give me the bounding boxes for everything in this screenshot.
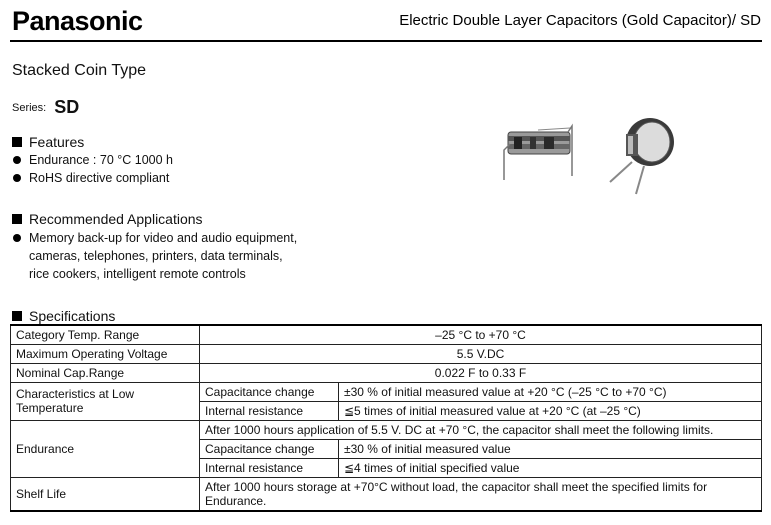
square-bullet-icon bbox=[12, 311, 22, 321]
spec-value: After 1000 hours application of 5.5 V. DC at +70 °C, the capacitor shall meet the following limits. bbox=[200, 420, 762, 439]
features-heading bbox=[12, 134, 84, 150]
spec-value: ±30 % of initial measured value at +20 °C (–25 °C to +70 °C) bbox=[339, 382, 762, 401]
spec-sublabel: Internal resistance bbox=[200, 401, 339, 420]
product-photo bbox=[500, 110, 690, 200]
spec-value: 5.5 V.DC bbox=[200, 344, 762, 363]
capacitor-side-view-icon bbox=[504, 126, 572, 180]
spec-label: Maximum Operating Voltage bbox=[11, 344, 200, 363]
series-line bbox=[12, 97, 79, 118]
series-value: SD bbox=[54, 97, 80, 117]
spec-value: ≦5 times of initial measured value at +20 °C (at –25 °C) bbox=[339, 401, 762, 420]
table-row bbox=[11, 344, 762, 363]
applications-heading-text: Recommended Applications bbox=[29, 211, 203, 227]
spec-sublabel: Internal resistance bbox=[200, 458, 339, 477]
series-label: Series: bbox=[12, 102, 47, 114]
feature-item-text: RoHS directive compliant bbox=[29, 171, 170, 185]
application-line: cameras, telephones, printers, data terminals, bbox=[29, 249, 283, 263]
table-row bbox=[11, 382, 762, 401]
document-title: Electric Double Layer Capacitors (Gold Capacitor)/ SD bbox=[399, 12, 761, 29]
capacitor-angle-view-icon bbox=[610, 118, 674, 194]
table-row bbox=[11, 420, 762, 439]
feature-item bbox=[13, 151, 173, 169]
table-row bbox=[11, 363, 762, 382]
table-row bbox=[11, 325, 762, 344]
feature-item bbox=[13, 169, 169, 187]
square-bullet-icon bbox=[12, 214, 22, 224]
spec-value: After 1000 hours storage at +70°C without load, the capacitor shall meet the specified limits for Endurance. bbox=[200, 477, 762, 511]
bullet-icon bbox=[13, 234, 21, 242]
feature-item-text: Endurance : 70 °C 1000 h bbox=[29, 153, 173, 167]
bullet-icon bbox=[13, 156, 21, 164]
specifications-heading-text: Specifications bbox=[29, 308, 116, 324]
application-line: Memory back-up for video and audio equipment, bbox=[29, 231, 298, 245]
spec-label: Category Temp. Range bbox=[11, 325, 200, 344]
spec-value: 0.022 F to 0.33 F bbox=[200, 363, 762, 382]
spec-label: Nominal Cap.Range bbox=[11, 363, 200, 382]
features-heading-text: Features bbox=[29, 134, 85, 150]
application-line: rice cookers, intelligent remote controls bbox=[29, 267, 246, 281]
spec-value: ≦4 times of initial specified value bbox=[339, 458, 762, 477]
header-rule bbox=[10, 40, 762, 42]
square-bullet-icon bbox=[12, 137, 22, 147]
spec-label: Shelf Life bbox=[11, 477, 200, 511]
product-type-title: Stacked Coin Type bbox=[12, 62, 147, 79]
table-row bbox=[11, 477, 762, 511]
spec-sublabel: Capacitance change bbox=[200, 439, 339, 458]
specifications-heading bbox=[12, 308, 115, 324]
spec-sublabel: Capacitance change bbox=[200, 382, 339, 401]
applications-heading bbox=[12, 211, 203, 227]
brand-logo: Panasonic bbox=[12, 6, 143, 36]
bullet-icon bbox=[13, 174, 21, 182]
specifications-table bbox=[10, 324, 762, 512]
application-item bbox=[13, 229, 297, 247]
spec-label: Endurance bbox=[11, 420, 200, 477]
spec-value: –25 °C to +70 °C bbox=[200, 325, 762, 344]
spec-value: ±30 % of initial measured value bbox=[339, 439, 762, 458]
spec-label: Characteristics at Low Temperature bbox=[11, 382, 200, 420]
